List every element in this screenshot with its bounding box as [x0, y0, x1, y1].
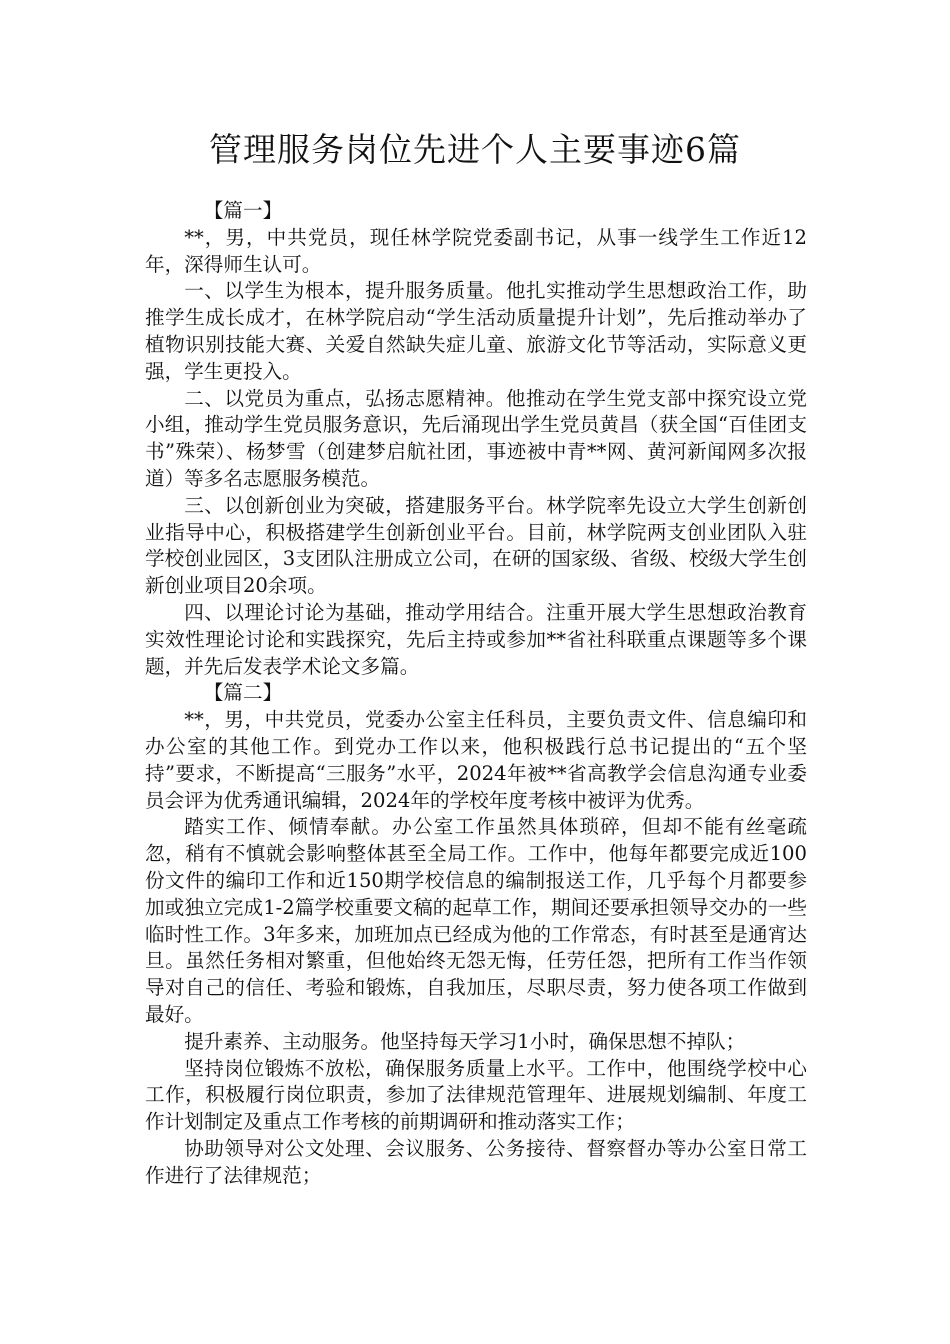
document-title: 管理服务岗位先进个人主要事迹6篇	[209, 130, 741, 169]
paragraph: 提升素养、主动服务。他坚持每天学习1小时，确保思想不掉队；	[184, 1029, 746, 1053]
document-body	[145, 198, 807, 1189]
paragraph: **，男，中共党员，现任林学院党委副书记，从事一线学生工作近12年，深得师生认可。	[145, 225, 807, 276]
paragraph: 一、以学生为根本，提升服务质量。他扎实推动学生思想政治工作，助推学生成长成才，在林学院启动“学生活动质量提升计划”，先后推动举办了植物识别技能大赛、关爱自然缺失症儿童、旅游文化节等活动，实际意义更强，学生更投入。	[145, 279, 807, 383]
paragraph: 四、以理论讨论为基础，推动学用结合。注重开展大学生思想政治教育实效性理论讨论和实践探究，先后主持或参加**省社科联重点课题等多个课题，并先后发表学术论文多篇。	[145, 600, 807, 678]
paragraph: 坚持岗位锻炼不放松，确保服务质量上水平。工作中，他围绕学校中心工作，积极履行岗位职责，参加了法律规范管理年、进展规划编制、年度工作计划制定及重点工作考核的前期调研和推动落实工作；	[145, 1056, 807, 1134]
paragraph: **，男，中共党员，党委办公室主任科员，主要负责文件、信息编印和办公室的其他工作。到党办工作以来，他积极践行总书记提出的“五个坚持”要求，不断提高“三服务”水平，2024年被**省高教学会信息沟通专业委员会评为优秀通讯编辑，2024年的学校年度考核中被评为优秀。	[145, 708, 807, 812]
paragraph: 三、以创新创业为突破，搭建服务平台。林学院率先设立大学生创新创业指导中心，积极搭建学生创新创业平台。目前，林学院两支创业团队入驻学校创业园区，3支团队注册成立公司，在研的国家级、省级、校级大学生创新创业项目20余项。	[145, 493, 807, 598]
paragraph: 二、以党员为重点，弘扬志愿精神。他推动在学生党支部中探究设立党小组，推动学生党员服务意识，先后涌现出学生党员黄昌（获全国“百佳团支书”殊荣）、杨梦雪（创建梦启航社团，事迹被中青**网、黄河新闻网多次报道）等多名志愿服务模范。	[145, 386, 807, 490]
paragraph: 协助领导对公文处理、会议服务、公务接待、督察督办等办公室日常工作进行了法律规范；	[145, 1136, 807, 1187]
section-heading-1: 【篇一】	[203, 199, 283, 222]
section-heading-2: 【篇二】	[203, 681, 283, 705]
paragraph: 踏实工作、倾情奉献。办公室工作虽然具体琐碎，但却不能有丝毫疏忽，稍有不慎就会影响整体甚至全局工作。工作中，他每年都要完成近100份文件的编印工作和近150期学校信息的编制报送工作，几乎每个月都要参加或独立完成1-2篇学校重要文稿的起草工作，期间还要承担领导交办的一些临时性工作。3年多来，加班加点已经成为他的工作常态，有时甚至是通宵达旦。虽然任务相对繁重，但他始终无怨无悔，任劳任怨，把所有工作当作领导对自己的信任、考验和锻炼，自我加压，尽职尽责，努力使各项工作做到最好。	[145, 815, 807, 1026]
